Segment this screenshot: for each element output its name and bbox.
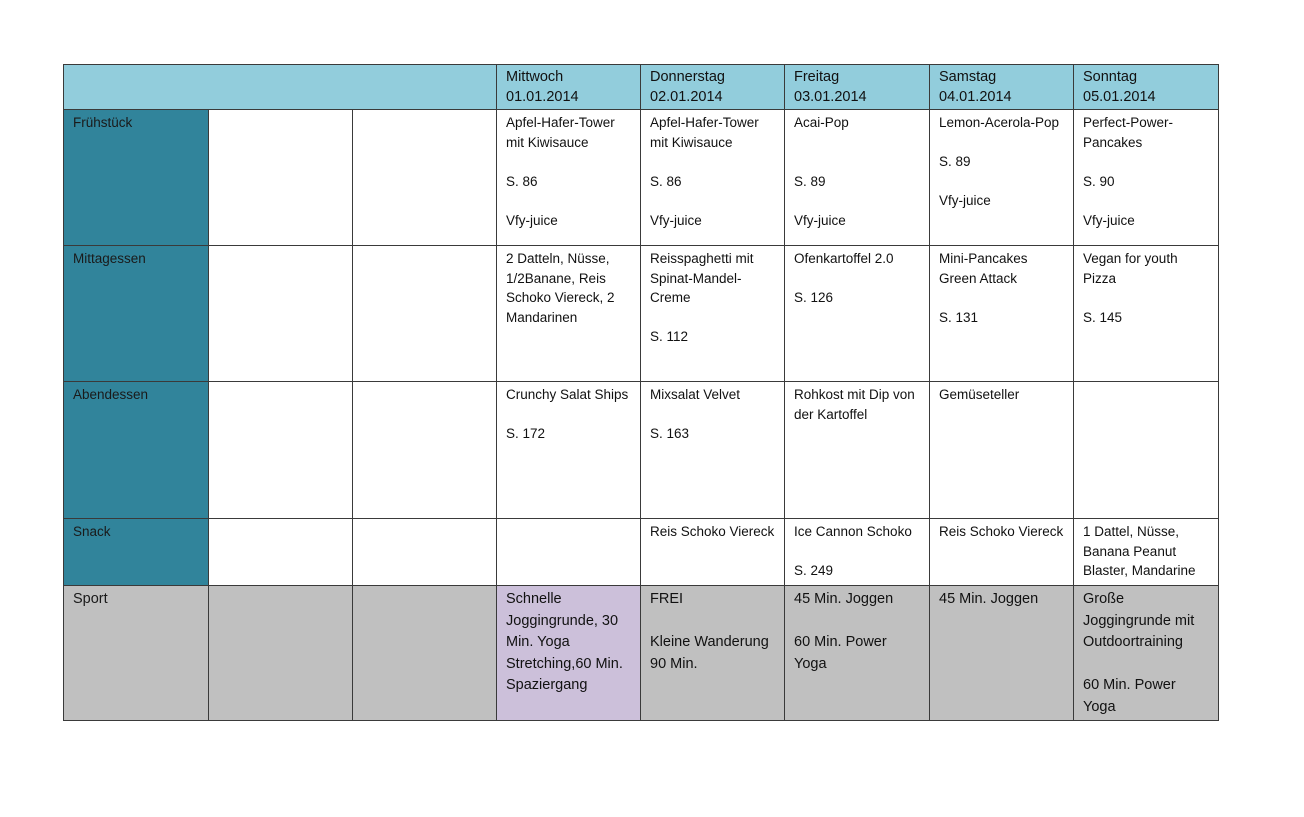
- empty-cell: [353, 110, 497, 246]
- row-mittagessen: [64, 246, 1219, 382]
- empty-cell: [209, 110, 353, 246]
- meal-cell: Gemüseteller: [930, 382, 1074, 519]
- meal-cell: Lemon-Acerola-Pop S. 89 Vfy-juice: [930, 110, 1074, 246]
- row-label-snack: Snack: [64, 519, 209, 586]
- empty-cell: [209, 519, 353, 586]
- row-fruehstueck: [64, 110, 1219, 246]
- header-day-saturday: Samstag 04.01.2014: [930, 65, 1074, 110]
- meal-cell: Reis Schoko Viereck: [930, 519, 1074, 586]
- row-label-sport: Sport: [64, 586, 209, 721]
- meal-cell: Perfect-Power-Pancakes S. 90 Vfy-juice: [1074, 110, 1219, 246]
- header-day-wednesday: Mittwoch 01.01.2014: [497, 65, 641, 110]
- empty-cell: [353, 519, 497, 586]
- sport-cell: Große Joggingrunde mit Outdoortraining 60 Min. Power Yoga: [1074, 586, 1219, 721]
- empty-cell: [353, 382, 497, 519]
- meal-cell: Ice Cannon Schoko S. 249: [785, 519, 930, 586]
- row-label-mittagessen: Mittagessen: [64, 246, 209, 382]
- row-sport: [64, 586, 1219, 721]
- empty-cell: [353, 586, 497, 721]
- header-day-sunday: Sonntag 05.01.2014: [1074, 65, 1219, 110]
- meal-cell: Crunchy Salat Ships S. 172: [497, 382, 641, 519]
- meal-cell: Apfel-Hafer-Tower mit Kiwisauce S. 86 Vfy-juice: [497, 110, 641, 246]
- header-empty-cell: [64, 65, 497, 110]
- sport-cell-highlighted: Schnelle Joggingrunde, 30 Min. Yoga Stretching,60 Min. Spaziergang: [497, 586, 641, 721]
- meal-cell: Vegan for youth Pizza S. 145: [1074, 246, 1219, 382]
- meal-cell: Mini-Pancakes Green Attack S. 131: [930, 246, 1074, 382]
- sport-cell: FREI Kleine Wanderung 90 Min.: [641, 586, 785, 721]
- meal-cell: Acai-Pop S. 89 Vfy-juice: [785, 110, 930, 246]
- meal-cell: Mixsalat Velvet S. 163: [641, 382, 785, 519]
- meal-cell: Ofenkartoffel 2.0 S. 126: [785, 246, 930, 382]
- meal-cell: 1 Dattel, Nüsse, Banana Peanut Blaster, Mandarine: [1074, 519, 1219, 586]
- header-row: [64, 65, 1219, 110]
- row-abendessen: [64, 382, 1219, 519]
- meal-cell: Reisspaghetti mit Spinat-Mandel-Creme S. 112: [641, 246, 785, 382]
- meal-cell: [1074, 382, 1219, 519]
- sport-cell: 45 Min. Joggen: [930, 586, 1074, 721]
- meal-cell: Apfel-Hafer-Tower mit Kiwisauce S. 86 Vfy-juice: [641, 110, 785, 246]
- empty-cell: [209, 246, 353, 382]
- header-day-thursday: Donnerstag 02.01.2014: [641, 65, 785, 110]
- empty-cell: [209, 382, 353, 519]
- sport-cell: 45 Min. Joggen 60 Min. Power Yoga: [785, 586, 930, 721]
- header-day-friday: Freitag 03.01.2014: [785, 65, 930, 110]
- meal-cell: Reis Schoko Viereck: [641, 519, 785, 586]
- row-label-abendessen: Abendessen: [64, 382, 209, 519]
- meal-cell: [497, 519, 641, 586]
- row-label-fruehstueck: Frühstück: [64, 110, 209, 246]
- meal-cell: Rohkost mit Dip von der Kartoffel: [785, 382, 930, 519]
- meal-cell: 2 Datteln, Nüsse, 1/2Banane, Reis Schoko Viereck, 2 Mandarinen: [497, 246, 641, 382]
- empty-cell: [209, 586, 353, 721]
- empty-cell: [353, 246, 497, 382]
- meal-plan-table: [63, 64, 1219, 721]
- row-snack: [64, 519, 1219, 586]
